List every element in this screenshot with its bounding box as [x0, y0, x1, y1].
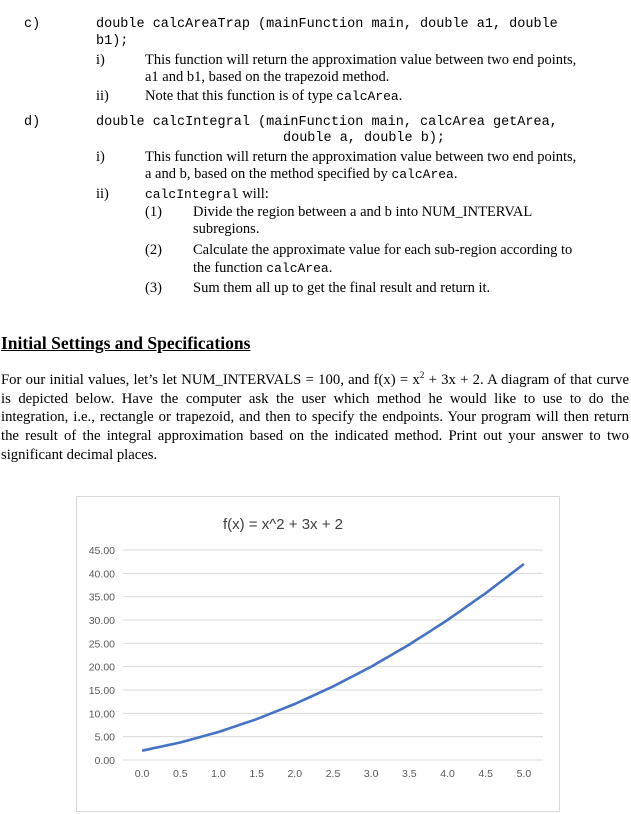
chart-y-tick-label: 30.00 [88, 615, 115, 627]
chart-x-tick-label: 2.0 [287, 768, 303, 780]
step-2-line2 [193, 260, 332, 277]
step-2-line1: Calculate the approximate value for each sub-region according to [193, 242, 573, 258]
chart-y-tick-label: 5.00 [94, 731, 115, 744]
calcareatrap-signature-line1: double calcAreaTrap (mainFunction main, double a1, double [96, 17, 558, 32]
step-3-number: (3) [145, 280, 162, 296]
chart-x-tick-label: 4.5 [478, 768, 494, 780]
section-paragraph [1, 371, 629, 465]
chart-x-tick-label: 3.0 [363, 768, 379, 780]
chart-y-tick-label: 25.00 [88, 638, 115, 651]
calcintegral-signature-line2: double a, double b); [283, 131, 446, 146]
section-heading: Initial Settings and Specifications [1, 333, 251, 353]
item-d-label: d) [24, 115, 41, 130]
paragraph-part2: + 3x + 2. A diagram of that curve is depicted below. Have the computer ask the user which method he would like to use to do the integration, i.e., rectangle or trapezoid, and then to specify the endpoints. Your program will then return the result of the integral approximation based on the indicated method. Print out your answer to two significant decimal places. [1, 372, 629, 463]
calcintegral-signature-line1: double calcIntegral (mainFunction main, calcArea getArea, [96, 115, 558, 130]
chart-y-tick-label: 45.00 [88, 545, 115, 557]
item-d-note-ii-number: ii) [96, 186, 109, 202]
item-c-label: c) [24, 17, 41, 32]
item-c-note-i-line2: a1 and b1, based on the trapezoid method. [145, 69, 390, 85]
chart-title: f(x) = x^2 + 3x + 2 [222, 516, 344, 533]
item-d-note-ii-code: calcIntegral [145, 187, 239, 202]
step-3-line1: Sum them all up to get the final result and return it. [193, 280, 491, 296]
step-1-line1: Divide the region between a and b into NUM_INTERVAL [193, 204, 533, 220]
chart-y-ticks [89, 545, 115, 767]
item-d-note-i-line1: This function will return the approximation value between two end points, [145, 149, 577, 165]
chart-x-tick-label: 1.0 [211, 768, 226, 780]
chart-y-tick-label: 15.00 [88, 685, 115, 697]
step-2-number: (2) [145, 242, 162, 258]
item-c-note-ii-code: calcArea [336, 89, 399, 104]
step-1-line2: subregions. [193, 221, 260, 237]
step-2-tail: . [328, 260, 333, 276]
chart-x-tick-label: 0.0 [134, 768, 150, 780]
item-c-note-ii-number: ii) [96, 88, 109, 104]
chart-y-tick-label: 40.00 [88, 568, 115, 581]
chart-x-tick-label: 2.5 [325, 768, 341, 780]
item-c-note-i-number: i) [96, 52, 105, 68]
item-d-note-ii-tail: will: [238, 186, 269, 202]
item-d-note-i-code: calcArea [391, 167, 454, 182]
chart-y-tick-label: 35.00 [88, 591, 115, 604]
chart-y-tick-label: 20.00 [88, 661, 115, 674]
chart-gridlines [123, 550, 543, 760]
calcareatrap-signature-line2: b1); [96, 34, 129, 49]
function-chart [76, 496, 560, 812]
item-d-note-i-line2 [145, 166, 457, 183]
step-2-line2-text: the function [193, 260, 267, 276]
item-c-note-ii-text [145, 88, 402, 105]
item-d-note-ii-text [145, 186, 269, 203]
chart-x-tick-label: 3.5 [402, 768, 417, 780]
item-d-note-i-number: i) [96, 149, 105, 165]
chart-y-tick-label: 0.00 [94, 755, 115, 767]
item-d-note-i-line2-text: a and b, based on the method specified by [145, 166, 392, 182]
item-c-note-ii-tail: . [398, 88, 403, 104]
chart-svg [77, 497, 559, 811]
step-1-number: (1) [145, 204, 162, 220]
paragraph-superscript: 2 [419, 370, 425, 381]
item-d-note-i-tail: . [453, 166, 458, 182]
step-2-code: calcArea [266, 261, 329, 276]
chart-y-tick-label: 10.00 [88, 708, 115, 721]
chart-series [142, 564, 524, 751]
chart-x-ticks [135, 768, 532, 780]
paragraph-part1: For our initial values, let’s let NUM_INTERVALS = 100, and f(x) = x [1, 372, 420, 388]
item-c-note-ii-prefix: Note that this function is of type [145, 88, 337, 104]
chart-series-line [142, 564, 524, 751]
chart-x-tick-label: 4.0 [440, 768, 455, 780]
chart-x-tick-label: 0.5 [172, 768, 188, 780]
item-c-note-i-line1: This function will return the approximation value between two end points, [145, 52, 577, 68]
chart-x-tick-label: 5.0 [516, 768, 532, 780]
chart-x-tick-label: 1.5 [249, 768, 264, 780]
